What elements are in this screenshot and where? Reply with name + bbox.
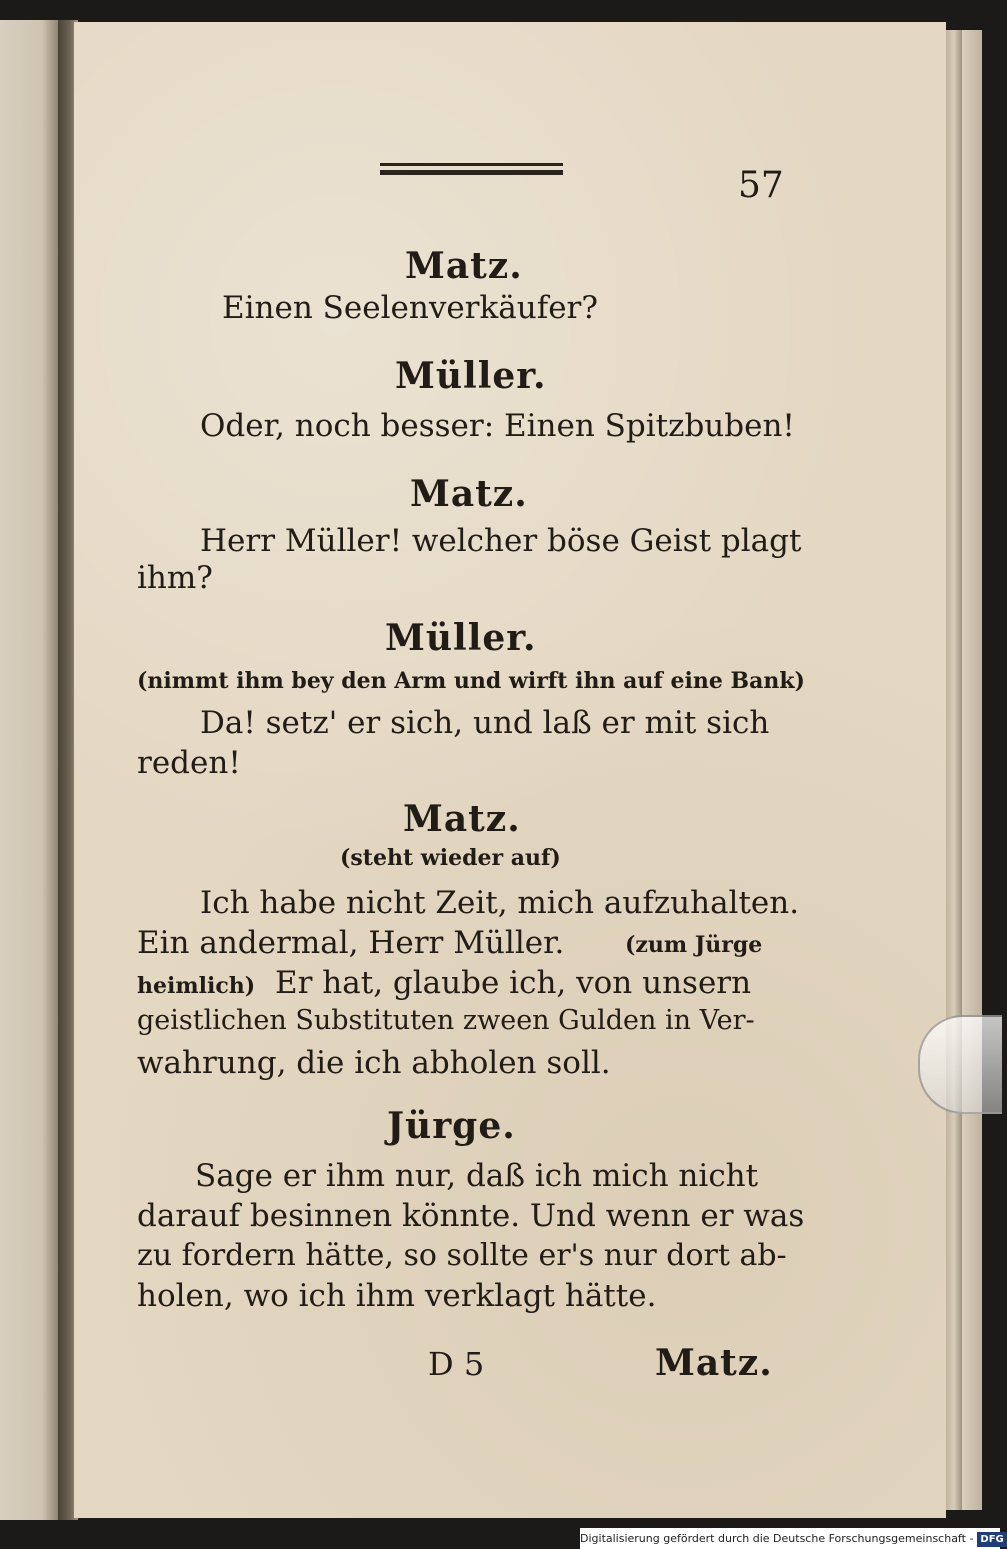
bookmark-clip: [918, 1015, 1002, 1114]
dialogue-line: Ich habe nicht Zeit, mich aufzuhalten.: [200, 885, 800, 921]
speaker-heading: Jürge.: [387, 1105, 516, 1147]
speaker-heading: Müller.: [395, 355, 547, 397]
speaker-heading: Matz.: [403, 798, 521, 840]
stage-direction: heimlich): [137, 973, 256, 999]
credit-text: Digitalisierung gefördert durch die Deutsche Forschungsgemeinschaft -: [580, 1532, 974, 1545]
dialogue-line: Ein andermal, Herr Müller.: [137, 925, 565, 961]
dialogue-line: Herr Müller! welcher böse Geist plagt: [200, 523, 802, 559]
dialogue-line: holen, wo ich ihm verklagt hätte.: [137, 1278, 657, 1314]
page-stack-edge-outer: [962, 30, 982, 1510]
catchword: Matz.: [655, 1342, 773, 1384]
dialogue-line: Sage er ihm nur, daß ich mich nicht: [195, 1158, 759, 1194]
stage-direction: (steht wieder auf): [340, 845, 561, 871]
speaker-heading: Matz.: [410, 473, 528, 515]
dialogue-line: Da! setz' er sich, und laß er mit sich: [200, 705, 770, 741]
stage-direction: (zum Jürge: [625, 932, 763, 958]
digitization-credit: [580, 1528, 1004, 1549]
speaker-heading: Matz.: [405, 245, 523, 287]
signature-mark: D 5: [428, 1345, 485, 1383]
page-stack-edge: [944, 30, 964, 1510]
dialogue-line: geistlichen Substituten zween Gulden in Ver-: [137, 1005, 755, 1036]
dialogue-line: Einen Seelenverkäufer?: [222, 290, 598, 326]
dialogue-line: ihm?: [137, 560, 213, 596]
facing-page-edge: [0, 20, 60, 1520]
speaker-heading: Müller.: [385, 617, 537, 659]
page-number: 57: [738, 165, 784, 206]
dialogue-line: wahrung, die ich abholen soll.: [137, 1045, 611, 1081]
dialogue-line: darauf besinnen könnte. Und wenn er was: [137, 1198, 805, 1234]
dialogue-line: zu fordern hätte, so sollte er's nur dort ab-: [137, 1238, 787, 1273]
dialogue-line: reden!: [137, 745, 241, 781]
stage-direction: (nimmt ihm bey den Arm und wirft ihn auf eine Bank): [137, 668, 805, 694]
dialogue-line: Er hat, glaube ich, von unsern: [275, 965, 752, 1001]
header-rule: [380, 163, 563, 175]
dfg-logo-icon: DFG: [977, 1532, 1006, 1547]
dialogue-line: Oder, noch besser: Einen Spitzbuben!: [200, 408, 795, 444]
